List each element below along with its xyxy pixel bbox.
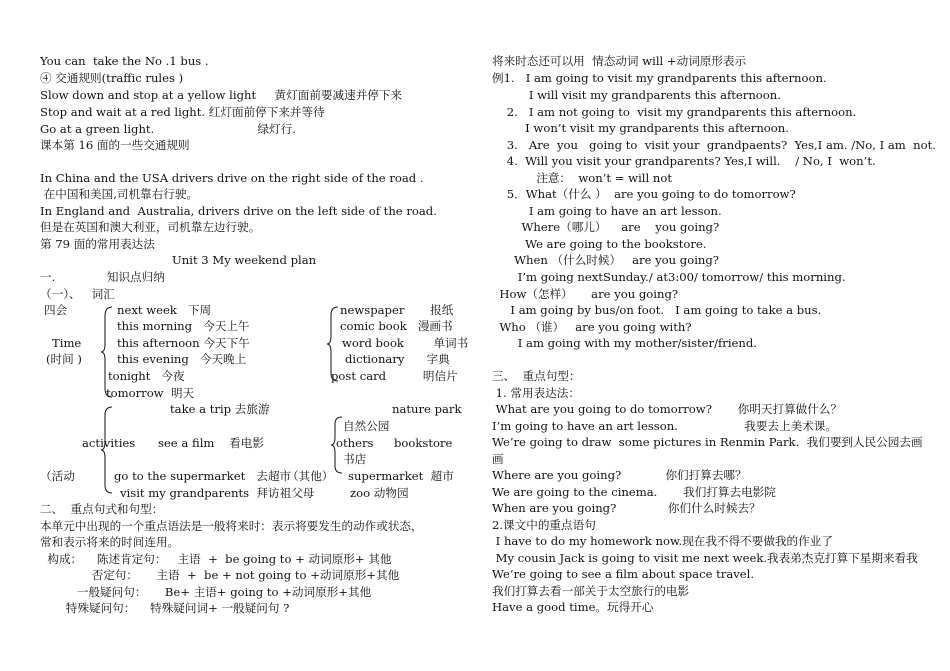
text-line: I am going with my mother/sister/friend. bbox=[492, 336, 757, 350]
text-line: We are going to the cinema. 我们打算去电影院 bbox=[492, 485, 776, 499]
text-line: Where are you going? 你们打算去哪？ bbox=[492, 468, 747, 482]
vocab-label-sihui: 四会 bbox=[44, 303, 68, 317]
brace-icon bbox=[100, 306, 114, 398]
section-heading: 三、 重点句型： bbox=[492, 369, 581, 383]
text-line: I am going by bus/on foot. I am going to take a bus. bbox=[492, 303, 822, 317]
text-line: When are you going? 你们什么时候去？ bbox=[492, 501, 761, 515]
vocab-item: post card 明信片 bbox=[331, 369, 458, 383]
unit-title: Unit 3 My weekend plan bbox=[172, 253, 317, 267]
vocab-item: this afternoon 今天下午 bbox=[117, 336, 250, 350]
vocab-label-time: Time bbox=[52, 336, 82, 350]
formula-line: 一般疑问句： Be+ 主语+ going to +动词原形+其他 bbox=[40, 585, 372, 599]
text-line: I won’t visit my grandparents this afternoon. bbox=[492, 121, 789, 135]
text-line: 例1. I am going to visit my grandparents this afternoon. bbox=[492, 71, 827, 85]
vocab-item: bookstore bbox=[394, 436, 453, 450]
text-line: We’re going to draw some pictures in Renmin Park. 我们要到人民公园去画 bbox=[492, 435, 923, 449]
vocab-item: this evening 今天晚上 bbox=[117, 352, 247, 366]
text-line: 注意： won’t = will not bbox=[492, 171, 673, 185]
vocab-item: comic book 漫画书 bbox=[340, 319, 453, 333]
vocab-label-activities: activities bbox=[82, 436, 136, 450]
text-line: 本单元中出现的一个重点语法是一般将来时：表示将要发生的动作或状态， bbox=[40, 519, 423, 533]
text-line: How（怎样） are you going? bbox=[492, 287, 679, 301]
text-line: I’m going nextSunday./ at3:00/ tomorrow/ this morning. bbox=[492, 270, 846, 284]
text-line: 3. Are you going to visit your grandpaents? Yes,I am. /No, I am not. bbox=[492, 138, 936, 152]
text-line: Stop and wait at a red light. 红灯面前停下来并等待 bbox=[40, 105, 325, 119]
text-line: 第 79 面的常用表达法 bbox=[40, 237, 155, 251]
formula-line: 否定句： 主语 + be + not going to +动词原形+其他 bbox=[40, 568, 400, 582]
text-line: 课本第 16 面的一些交通规则 bbox=[40, 138, 190, 152]
text-line: My cousin Jack is going to visit me next week.我表弟杰克打算下星期来看我 bbox=[492, 551, 918, 565]
vocab-item: dictionary 字典 bbox=[345, 352, 450, 366]
text-line: 5．What（什么 ） are you going to do tomorrow? bbox=[492, 187, 796, 201]
vocab-item: zoo 动物园 bbox=[350, 486, 409, 500]
section-heading: 一. 知识点归纳 bbox=[40, 270, 165, 284]
text-line: In England and Australia, drivers drive on the left side of the road. bbox=[40, 204, 437, 218]
text-line: 在中国和美国,司机靠右行驶。 bbox=[40, 187, 199, 201]
text-line: Slow down and stop at a yellow light 黄灯面前要减速并停下来 bbox=[40, 88, 403, 102]
vocab-item: this morning 今天上午 bbox=[117, 319, 250, 333]
text-line: Go at a green light. 绿灯行. bbox=[40, 122, 296, 136]
vocab-label-time-cn: (时间 ) bbox=[46, 352, 82, 366]
vocab-label-others: others bbox=[336, 436, 374, 450]
text-line: 4. Will you visit your grandparents? Yes,I will. / No, I won’t. bbox=[492, 154, 876, 168]
vocab-item: supermarket 超市 bbox=[348, 469, 454, 483]
text-line: You can take the No .1 bus . bbox=[40, 54, 209, 68]
vocab-item: 自然公园 bbox=[343, 419, 390, 433]
section-subheading: （一）、 词汇 bbox=[40, 287, 115, 301]
text-line: 常和表示将来的时间连用。 bbox=[40, 535, 180, 549]
formula-line: 构成： 陈述肯定句： 主语 + be going to + 动词原形+ 其他 bbox=[40, 552, 392, 566]
section-subheading: 1. 常用表达法： bbox=[492, 386, 580, 400]
vocab-item: tomorrow 明天 bbox=[106, 386, 195, 400]
text-line: What are you going to do tomorrow? 你明天打算做什么？ bbox=[492, 402, 843, 416]
vocab-item: next week 下周 bbox=[117, 303, 212, 317]
text-line: 但是在英国和澳大利亚，司机靠左边行驶。 bbox=[40, 220, 261, 234]
vocab-item: tonight 今夜 bbox=[108, 369, 185, 383]
brace-icon bbox=[100, 406, 114, 494]
section-subheading: 2.课文中的重点语句 bbox=[492, 518, 596, 532]
text-line: I’m going to have an art lesson. 我要去上美术课。 bbox=[492, 419, 837, 433]
vocab-item: go to the supermarket 去超市 bbox=[114, 469, 292, 483]
text-line: 2. I am not going to visit my grandparents this afternoon. bbox=[492, 105, 857, 119]
text-line: Who （谁） are you going with? bbox=[492, 320, 692, 334]
vocab-item: nature park bbox=[392, 402, 462, 416]
text-line: In China and the USA drivers drive on the right side of the road . bbox=[40, 171, 424, 185]
text-line: I have to do my homework now.现在我不得不要做我的作业了 bbox=[492, 534, 833, 548]
section-heading: 二、 重点句式和句型： bbox=[40, 502, 164, 516]
text-line: 画 bbox=[492, 452, 504, 466]
vocab-item: visit my grandparents 拜访祖父母 bbox=[120, 486, 315, 500]
text-line: Have a good time。玩得开心 bbox=[492, 600, 654, 614]
text-line: 将来时态还可以用 情态动词 will +动词原形表示 bbox=[492, 54, 747, 68]
text-line: When （什么时候） are you going? bbox=[492, 253, 720, 267]
text-line: ④ 交通规则(traffic rules ) bbox=[40, 71, 184, 85]
vocab-item: 书店 bbox=[343, 452, 367, 466]
text-line: I am going to have an art lesson. bbox=[492, 204, 722, 218]
vocab-item: take a trip 去旅游 bbox=[170, 402, 270, 416]
text-line: Where（哪儿） are you going? bbox=[492, 220, 720, 234]
formula-line: 特殊疑问句： 特殊疑问词+ 一般疑问句 ? bbox=[40, 601, 290, 615]
text-line: We are going to the bookstore. bbox=[492, 237, 707, 251]
vocab-item: word book 单词书 bbox=[342, 336, 469, 350]
vocab-label-activities-cn: （活动 bbox=[40, 469, 75, 483]
vocab-item: see a film 看电影 bbox=[158, 436, 264, 450]
text-line: I will visit my grandparents this afternoon. bbox=[492, 88, 781, 102]
vocab-label-others-cn: （其他） bbox=[287, 469, 334, 483]
vocab-item: newspaper 报纸 bbox=[340, 303, 454, 317]
text-line: We’re going to see a film about space travel. bbox=[492, 567, 755, 581]
text-line: 我们打算去看一部关于太空旅行的电影 bbox=[492, 584, 690, 598]
